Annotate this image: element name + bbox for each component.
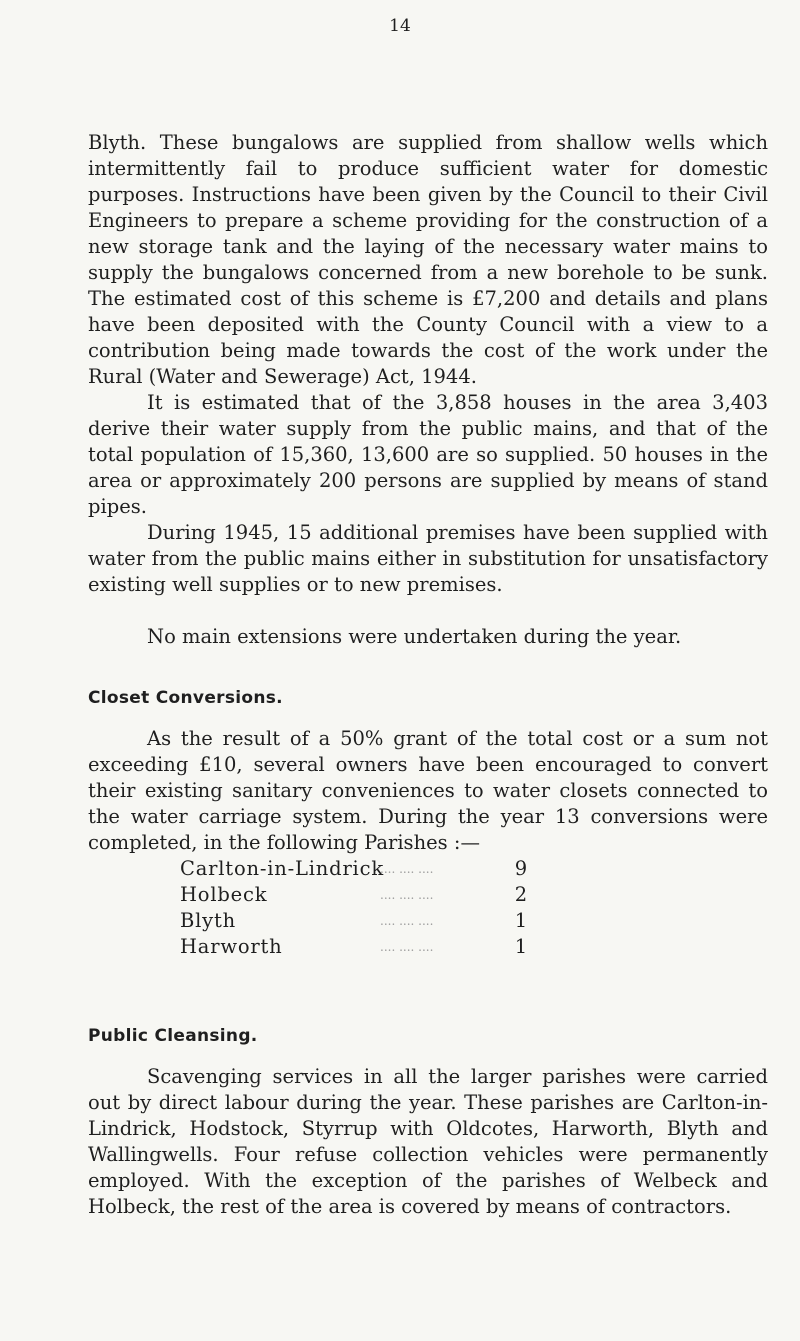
parish-count: 2 xyxy=(514,883,528,906)
paragraph-main-extensions: No main extensions were undertaken during the year. xyxy=(147,625,682,648)
paragraph-public-cleansing: Scavenging services in all the larger parishes were carried out by direct labour during the year. These parishes are Carlton-in-Lindrick, Hodstock, Styrrup with Oldcotes, Harworth, Blyth and Wallingwells. Four refuse collection vehicles were permanently employed. With the exception of the parishes of Welbeck and Holbeck, the rest of the area is covered by means of contractors. xyxy=(88,1065,768,1218)
parish-conversions-table xyxy=(180,856,560,960)
parish-count: 1 xyxy=(514,935,528,958)
leader-dots: .... .... .... xyxy=(380,914,434,928)
parish-name: Carlton-in-Lindrick xyxy=(180,857,384,880)
parish-count: 1 xyxy=(514,909,528,932)
parish-name: Holbeck xyxy=(180,883,268,906)
leader-dots: .... .... .... xyxy=(380,888,434,902)
page-number: 14 xyxy=(389,16,411,36)
table-row xyxy=(180,934,560,960)
leader-dots: .... .... .... xyxy=(380,862,434,876)
paragraph-closet-conversions: As the result of a 50% grant of the total cost or a sum not exceeding £10, several owners have been encouraged to convert their existing sanitary conveniences to water closets connected to the water carriage system. During the year 13 conversions were completed, in the following Parishes :— xyxy=(88,727,768,854)
table-row xyxy=(180,908,560,934)
paragraph-blyth-bungalows: Blyth. These bungalows are supplied from shallow wells which intermittently fail to produce sufficient water for domestic purposes. Instructions have been given by the Council to their Civil Engineers to prepare a scheme providing for the construction of a new storage tank and the laying of the necessary water mains to supply the bungalows concerned from a new borehole to be sunk. The estimated cost of this scheme is £7,200 and details and plans have been deposited with the County Council with a view to a contribution being made towards the cost of the work under the Rural (Water and Sewerage) Act, 1944. xyxy=(88,131,768,388)
table-row xyxy=(180,882,560,908)
leader-dots: .... .... .... xyxy=(380,940,434,954)
paragraph-additional-premises: During 1945, 15 additional premises have been supplied with water from the public mains either in substitution for unsatisfactory existing well supplies or to new premises. xyxy=(88,521,768,596)
closet-conversions-heading: Closet Conversions. xyxy=(88,688,283,708)
parish-name: Blyth xyxy=(180,909,236,932)
parish-count: 9 xyxy=(514,857,528,880)
table-row xyxy=(180,856,560,882)
parish-name: Harworth xyxy=(180,935,283,958)
public-cleansing-heading: Public Cleansing. xyxy=(88,1026,258,1046)
paragraph-water-supply-estimate: It is estimated that of the 3,858 houses in the area 3,403 derive their water supply from the public mains, and that of the total population of 15,360, 13,600 are so supplied. 50 houses in the area or approximately 200 persons are supplied by means of stand pipes. xyxy=(88,391,768,518)
